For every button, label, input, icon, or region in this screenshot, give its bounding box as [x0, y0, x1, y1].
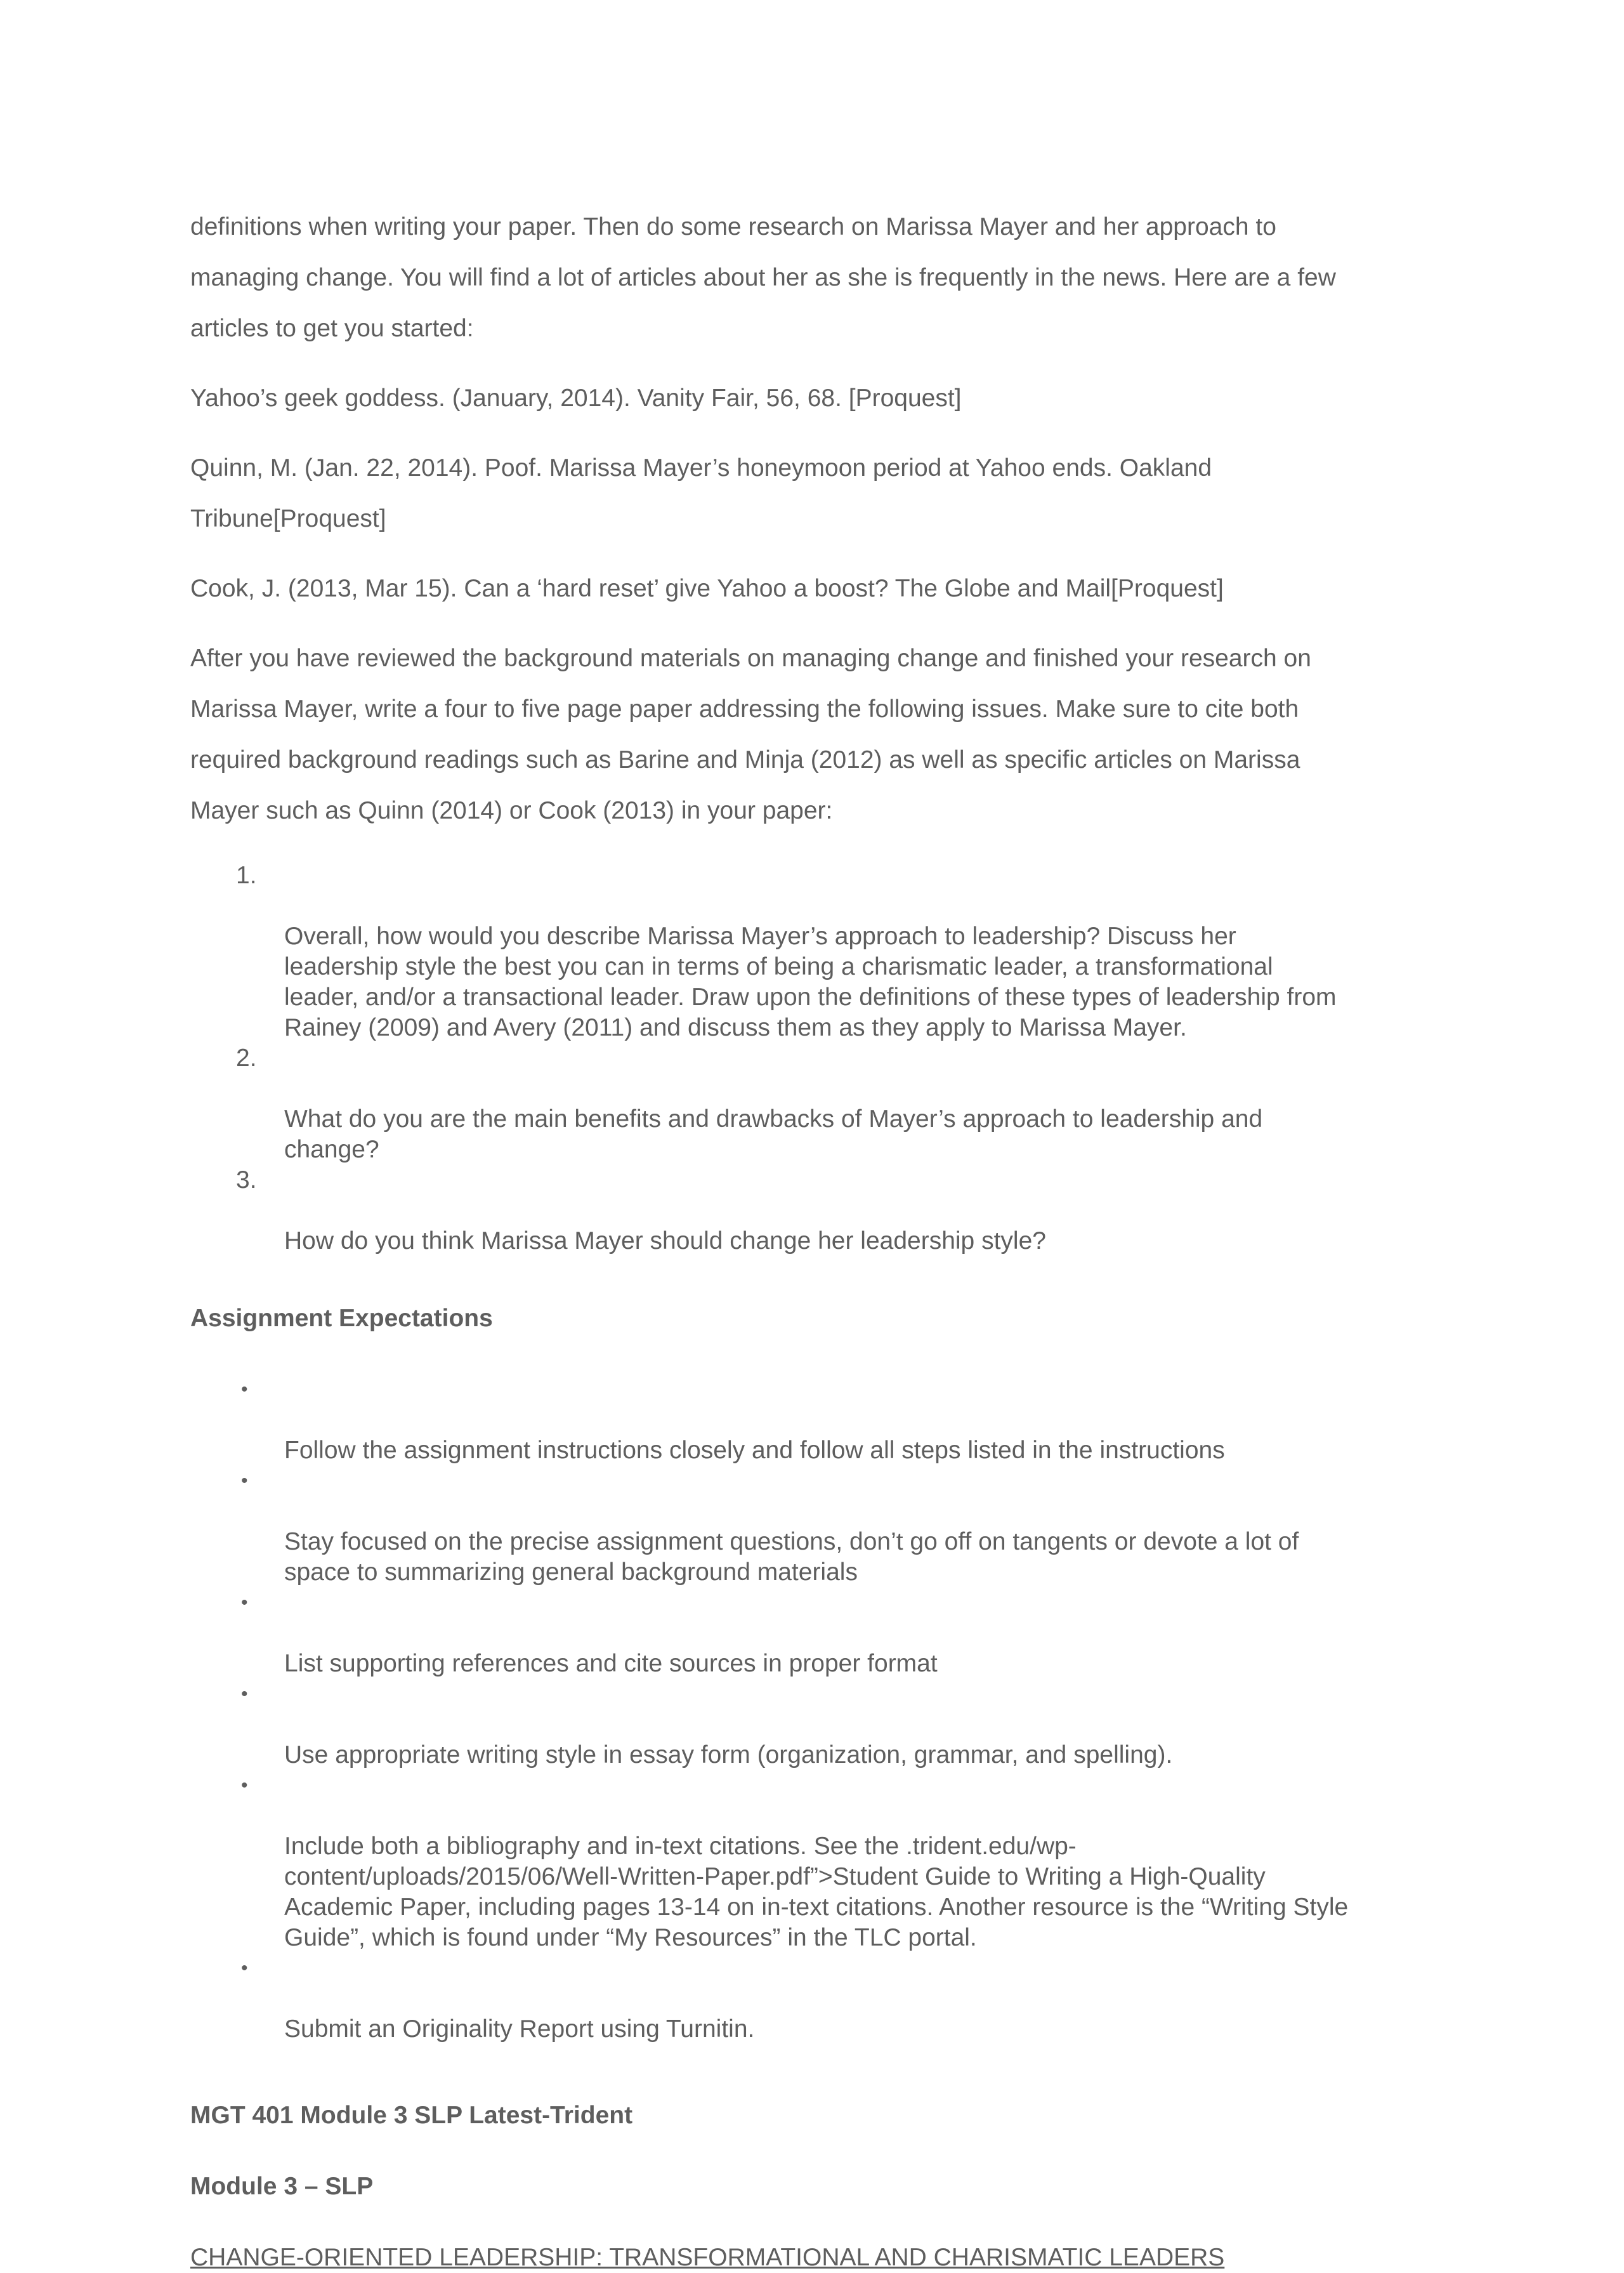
- list-item: [190, 1770, 1434, 1953]
- list-number: 2.: [236, 1044, 257, 1072]
- bullet-icon: •: [241, 1775, 248, 1796]
- list-item: [190, 1466, 1434, 1588]
- expectation-text: Stay focused on the precise assignment questions, don’t go off on tangents or devote a lot of space to summarizing general background materials: [284, 1528, 1299, 1586]
- expectation-text: List supporting references and cite sources in proper format: [284, 1650, 938, 1677]
- intro-paragraph: definitions when writing your paper. Then do some research on Marissa Mayer and her approach to managing change. You will find a lot of articles about her as she is frequently in the news. Here are a few articles to get you started:: [190, 213, 1336, 342]
- course-heading: MGT 401 Module 3 SLP Latest-Trident: [190, 2102, 633, 2129]
- expectation-text: Use appropriate writing style in essay form (organization, grammar, and spelling).: [284, 1741, 1173, 1769]
- list-item: [190, 1374, 1434, 1466]
- reference-vanity-fair: Yahoo’s geek goddess. (January, 2014). Vanity Fair, 56, 68. [Proquest]: [190, 385, 962, 412]
- expectations-heading: Assignment Expectations: [190, 1305, 493, 1332]
- expectation-text: Follow the assignment instructions closely and follow all steps listed in the instructions: [284, 1437, 1225, 1464]
- list-item: [190, 1953, 1434, 2045]
- bullet-icon: •: [241, 1958, 248, 1979]
- question-text: How do you think Marissa Mayer should change her leadership style?: [284, 1227, 1046, 1255]
- document-page: [190, 202, 1434, 2273]
- topic-link[interactable]: CHANGE-ORIENTED LEADERSHIP: TRANSFORMATIONAL AND CHARISMATIC LEADERS: [190, 2244, 1225, 2271]
- list-item: [190, 1679, 1434, 1770]
- question-text: Overall, how would you describe Marissa Mayer’s approach to leadership? Discuss her leadership style the best you can in terms of being a charismatic leader, a transformational leader, and/or a transactional leader. Draw upon the definitions of these types of leadership from Rainey (2009) and Avery (2011) and discuss them as they apply to Marissa Mayer.: [284, 923, 1337, 1041]
- list-number: 3.: [236, 1166, 257, 1194]
- question-text: What do you are the main benefits and drawbacks of Mayer’s approach to leadership and change?: [284, 1105, 1263, 1163]
- reference-quinn: Quinn, M. (Jan. 22, 2014). Poof. Marissa Mayer’s honeymoon period at Yahoo ends. Oakland Tribune[Proquest]: [190, 454, 1212, 532]
- instructions-paragraph: After you have reviewed the background materials on managing change and finished your research on Marissa Mayer, write a four to five page paper addressing the following issues. Make sure to cite both required background readings such as Barine and Minja (2012) as well as specific articles on Marissa Mayer such as Quinn (2014) or Cook (2013) in your paper:: [190, 645, 1311, 824]
- list-item: [190, 1165, 1434, 1256]
- bullet-icon: •: [241, 1470, 248, 1491]
- list-item: [190, 1043, 1434, 1165]
- expectation-text: Submit an Originality Report using Turnitin.: [284, 2015, 755, 2043]
- list-number: 1.: [236, 862, 257, 889]
- bullet-icon: •: [241, 1379, 248, 1400]
- list-item: [190, 860, 1434, 1043]
- expectations-list: [190, 1374, 1434, 2045]
- bullet-icon: •: [241, 1592, 248, 1613]
- expectation-text: Include both a bibliography and in-text citations. See the .trident.edu/wp- content/uploads/2015/06/Well-Written-Paper.pdf”>Student Guide to Writing a High-Quality Academic Paper, including pages 13-14 on in-text citations. Another resource is the “Writing Style Guide”, which is found under “My Resources” in the TLC portal.: [284, 1833, 1349, 1951]
- questions-list: [190, 860, 1434, 1256]
- reference-cook: Cook, J. (2013, Mar 15). Can a ‘hard reset’ give Yahoo a boost? The Globe and Mail[Proquest]: [190, 575, 1224, 602]
- bullet-icon: •: [241, 1683, 248, 1704]
- module-heading: Module 3 – SLP: [190, 2173, 374, 2200]
- list-item: [190, 1588, 1434, 1679]
